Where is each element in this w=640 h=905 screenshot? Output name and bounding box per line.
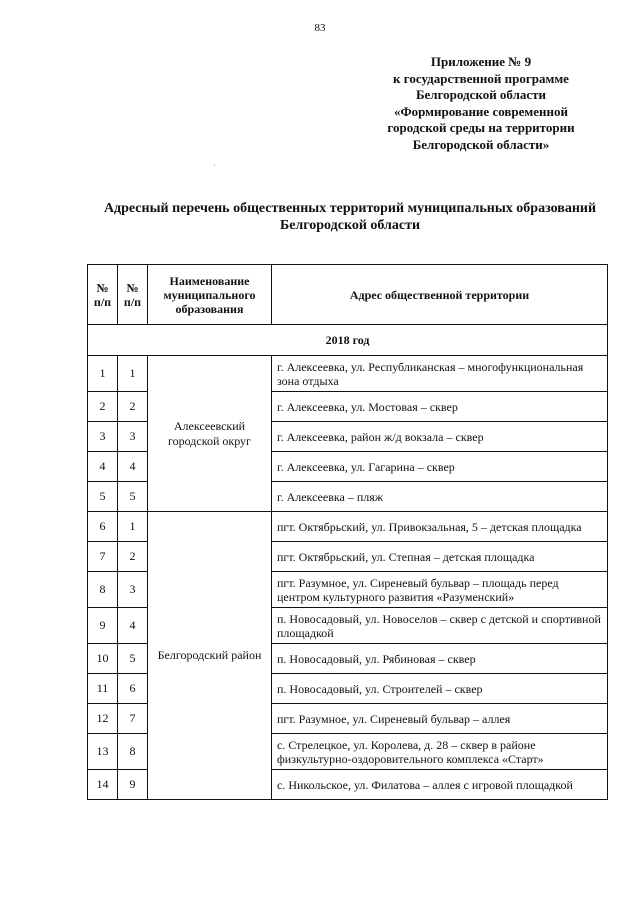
cell-num-total: 4 <box>88 452 118 482</box>
cell-address: с. Стрелецкое, ул. Королева, д. 28 – сквер в районе физкультурно-оздоровительного комплекса «Старт» <box>272 734 608 770</box>
document-title-line: Адресный перечень общественных территорий муниципальных образований <box>103 201 597 216</box>
cell-num-total: 7 <box>88 542 118 572</box>
cell-num-total: 11 <box>88 674 118 704</box>
header-municipality: Наименование муниципального образования <box>148 265 272 325</box>
table-row <box>88 512 608 542</box>
cell-num-local: 6 <box>118 674 148 704</box>
cell-address: пгт. Октябрьский, ул. Степная – детская площадка <box>272 542 608 572</box>
year-label: 2018 год <box>88 325 608 356</box>
cell-address: пгт. Разумное, ул. Сиреневый бульвар – аллея <box>272 704 608 734</box>
cell-address: п. Новосадовый, ул. Новоселов – сквер с детской и спортивной площадкой <box>272 608 608 644</box>
page-number: 83 <box>314 22 326 34</box>
cell-municipality: Алексеевский городской округ <box>148 356 272 512</box>
cell-num-local: 5 <box>118 482 148 512</box>
cell-num-local: 9 <box>118 770 148 800</box>
cell-address: г. Алексеевка, ул. Гагарина – сквер <box>272 452 608 482</box>
cell-municipality: Белгородский район <box>148 512 272 800</box>
year-row <box>88 325 608 356</box>
cell-address: пгт. Октябрьский, ул. Привокзальная, 5 – детская площадка <box>272 512 608 542</box>
header-num-local: № п/п <box>118 265 148 325</box>
cell-num-local: 8 <box>118 734 148 770</box>
cell-address: п. Новосадовый, ул. Строителей – сквер <box>272 674 608 704</box>
cell-address: г. Алексеевка, район ж/д вокзала – сквер <box>272 422 608 452</box>
cell-num-local: 3 <box>118 572 148 608</box>
cell-num-total: 8 <box>88 572 118 608</box>
appendix-block <box>368 54 594 154</box>
cell-num-local: 5 <box>118 644 148 674</box>
cell-num-local: 4 <box>118 608 148 644</box>
cell-address: г. Алексеевка – пляж <box>272 482 608 512</box>
cell-address: с. Никольское, ул. Филатова – аллея с игровой площадкой <box>272 770 608 800</box>
appendix-line: «Формирование современной <box>393 103 569 119</box>
cell-num-local: 7 <box>118 704 148 734</box>
table-row <box>88 356 608 392</box>
cell-num-total: 1 <box>88 356 118 392</box>
cell-num-total: 3 <box>88 422 118 452</box>
stray-dot: · <box>213 161 216 170</box>
cell-num-total: 10 <box>88 644 118 674</box>
cell-num-local: 1 <box>118 512 148 542</box>
cell-num-total: 12 <box>88 704 118 734</box>
document-title <box>60 200 640 234</box>
appendix-line: городской среды на территории <box>387 120 575 136</box>
appendix-line: к государственной программе <box>393 70 569 86</box>
cell-num-local: 3 <box>118 422 148 452</box>
appendix-line: Приложение № 9 <box>430 54 532 69</box>
cell-address: п. Новосадовый, ул. Рябиновая – сквер <box>272 644 608 674</box>
cell-num-total: 2 <box>88 392 118 422</box>
header-num-total: № п/п <box>88 265 118 325</box>
cell-address: г. Алексеевка, ул. Республиканская – многофункциональная зона отдыха <box>272 356 608 392</box>
cell-num-total: 14 <box>88 770 118 800</box>
cell-address: пгт. Разумное, ул. Сиреневый бульвар – площадь перед центром культурного развития «Разуменский» <box>272 572 608 608</box>
cell-num-local: 4 <box>118 452 148 482</box>
cell-num-total: 9 <box>88 608 118 644</box>
header-address: Адрес общественной территории <box>272 265 608 325</box>
table-header-row <box>88 265 608 325</box>
cell-num-total: 6 <box>88 512 118 542</box>
cell-address: г. Алексеевка, ул. Мостовая – сквер <box>272 392 608 422</box>
cell-num-local: 2 <box>118 392 148 422</box>
document-title-line: Белгородской области <box>279 218 421 233</box>
cell-num-total: 13 <box>88 734 118 770</box>
cell-num-total: 5 <box>88 482 118 512</box>
appendix-line: Белгородской области» <box>412 136 550 152</box>
territories-table <box>87 264 608 800</box>
cell-num-local: 1 <box>118 356 148 392</box>
cell-num-local: 2 <box>118 542 148 572</box>
appendix-line: Белгородской области <box>415 87 547 103</box>
